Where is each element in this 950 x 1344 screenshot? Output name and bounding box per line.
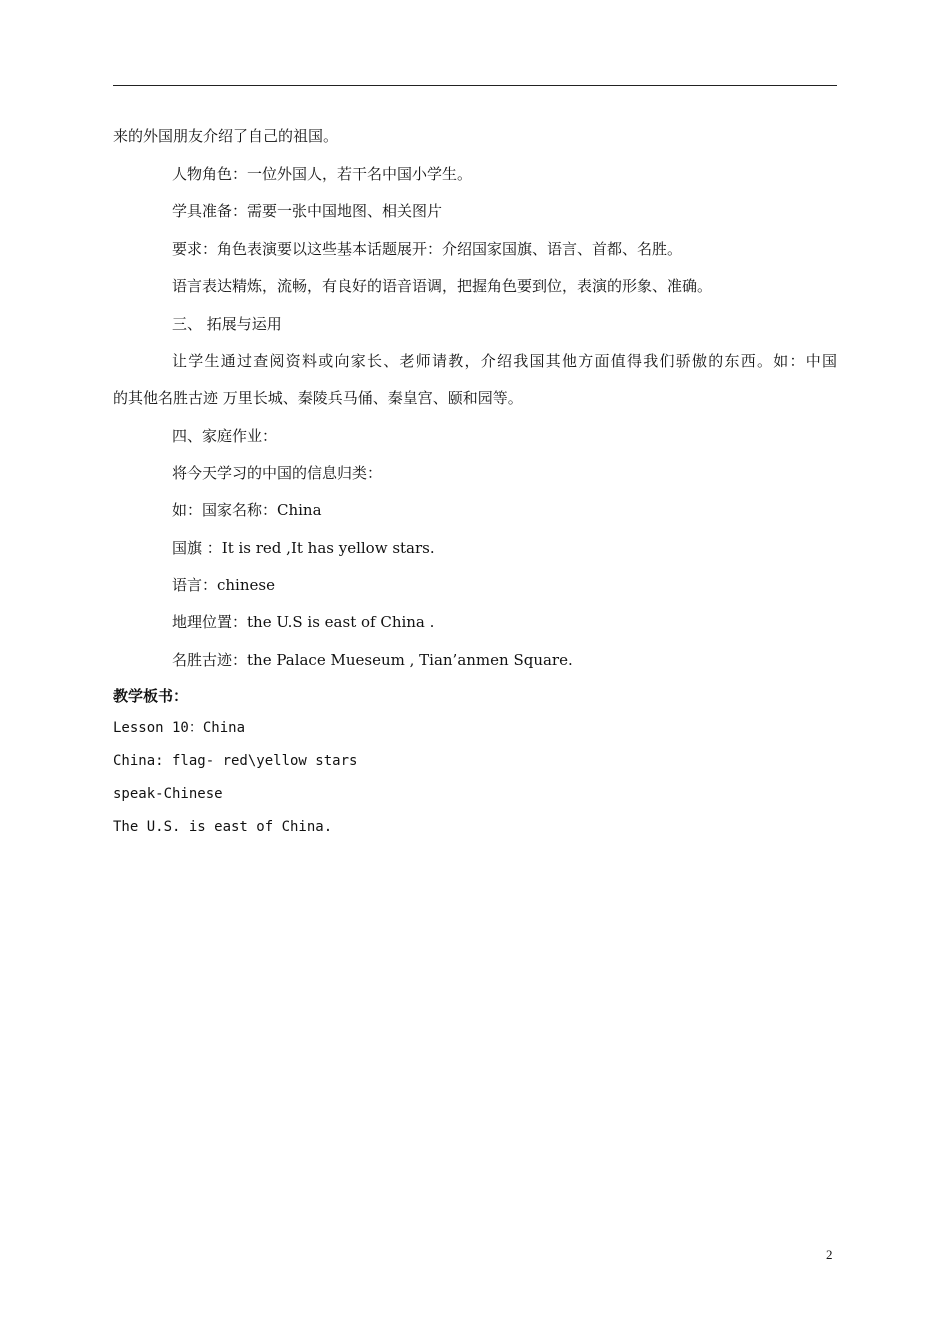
section-heading: 四、家庭作业： (172, 427, 278, 445)
homework-item: 语言：chinese (172, 576, 275, 594)
board-line: Lesson 10：China (113, 720, 246, 736)
paragraph-line: 将今天学习的中国的信息归类： (172, 464, 383, 482)
paragraph-line: 来的外国朋友介绍了自己的祖国。 (113, 127, 339, 145)
paragraph-line: 的其他名胜古迹 万里长城、秦陵兵马俑、秦皇宫、颐和园等。 (113, 389, 523, 407)
homework-item: 国旗 ：It is red ,It has yellow stars. (172, 539, 435, 557)
board-line: China: flag- red\yellow stars (113, 753, 358, 769)
board-line: speak-Chinese (113, 786, 223, 802)
page-number: 2 (826, 1247, 833, 1262)
header-rule (113, 85, 837, 86)
paragraph-line: 让学生通过查阅资料或向家长、老师请教，介绍我国其他方面值得我们骄傲的东西。如：中国 (172, 352, 837, 370)
homework-item: 地理位置：the U.S is east of China . (172, 613, 435, 631)
paragraph-line: 人物角色：一位外国人，若干名中国小学生。 (172, 165, 473, 183)
paragraph-line: 学具准备：需要一张中国地图、相关图片 (172, 202, 443, 220)
paragraph-line: 语言表达精炼，流畅，有良好的语音语调，把握角色要到位，表演的形象、准确。 (172, 277, 713, 295)
homework-item: 名胜古迹：the Palace Mueseum , Tian’anmen Square. (172, 651, 573, 669)
paragraph-line: 要求：角色表演要以这些基本话题展开：介绍国家国旗、语言、首都、名胜。 (172, 240, 683, 258)
board-line: The U.S. is east of China. (113, 819, 333, 835)
board-heading: 教学板书： (113, 687, 189, 705)
section-heading: 三、 拓展与运用 (172, 315, 282, 333)
homework-item: 如：国家名称：China (172, 501, 322, 519)
